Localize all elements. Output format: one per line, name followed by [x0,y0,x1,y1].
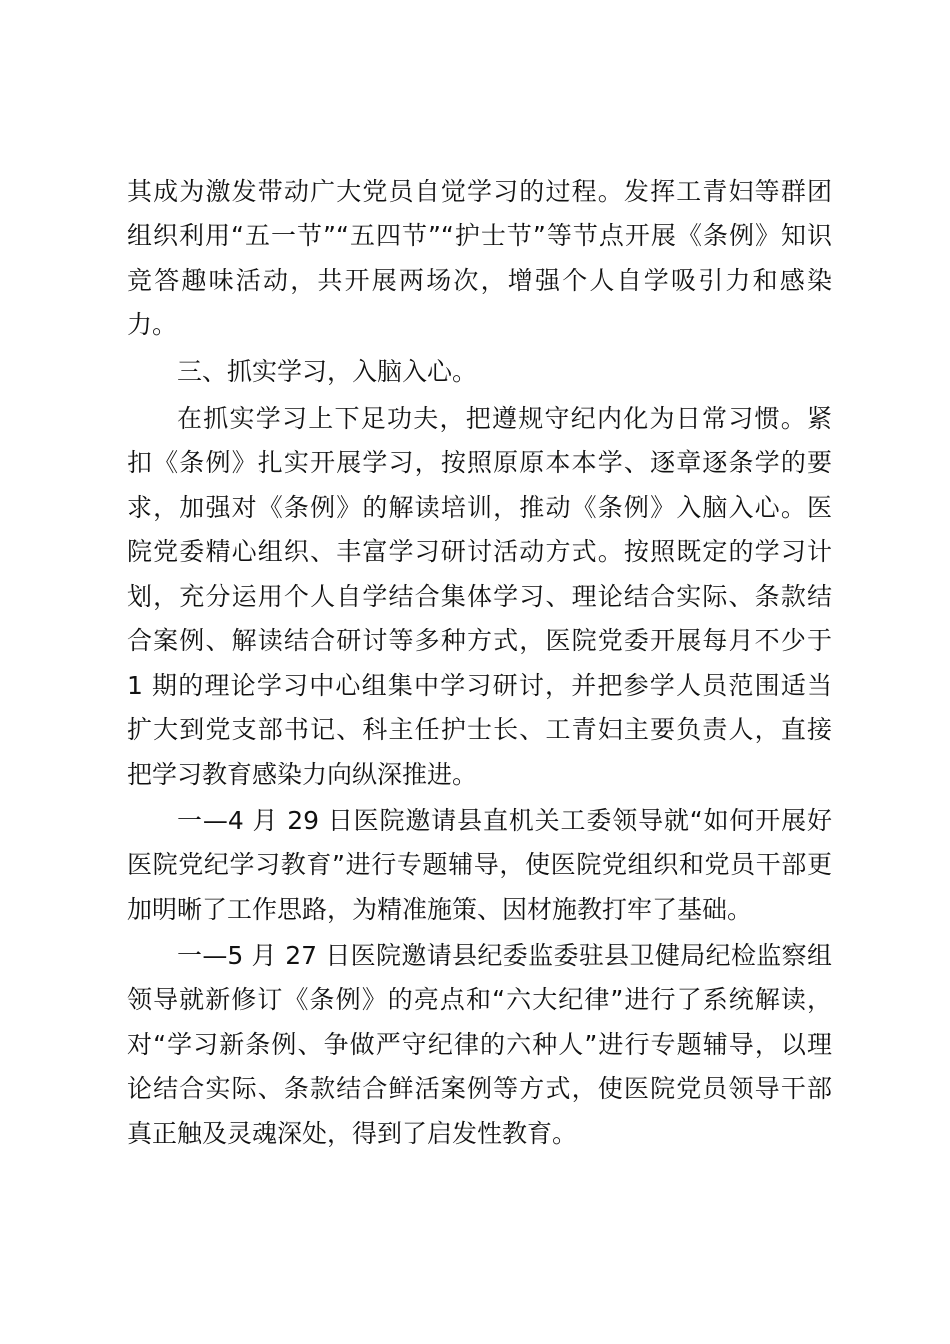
paragraph-2-line-6: 合案例、解读结合研讨等多种方式，医院党委开展每月不少于 [127,626,832,655]
paragraph-4-line-4: 论结合实际、条款结合鲜活案例等方式，使医院党员领导干部 [127,1074,832,1103]
paragraph-1-line-2: 组织利用“五一节”“五四节”“护士节”等节点开展《条例》知识 [127,221,832,250]
paragraph-3-line-2: 医院党纪学习教育”进行专题辅导，使医院党组织和党员干部更 [127,850,832,879]
paragraph-2-line-3: 求，加强对《条例》的解读培训，推动《条例》入脑入心。医 [127,493,832,522]
paragraph-2-line-8: 扩大到党支部书记、科主任护士长、工青妇主要负责人，直接 [127,715,832,744]
paragraph-4-line-1: 一—5 月 27 日医院邀请县纪委监委驻县卫健局纪检监察组 [177,941,832,970]
section-heading: 三、抓实学习，入脑入心。 [177,357,478,386]
paragraph-2-line-5: 划，充分运用个人自学结合集体学习、理论结合实际、条款结 [127,582,832,611]
paragraph-4-line-5: 真正触及灵魂深处，得到了启发性教育。 [127,1119,578,1148]
paragraph-2-line-4: 院党委精心组织、丰富学习研讨活动方式。按照既定的学习计 [127,537,832,566]
paragraph-4-line-3: 对“学习新条例、争做严守纪律的六种人”进行专题辅导，以理 [127,1030,832,1059]
paragraph-4-line-2: 领导就新修订《条例》的亮点和“六大纪律”进行了系统解读， [127,985,832,1014]
paragraph-2-line-9: 把学习教育感染力向纵深推进。 [127,760,478,789]
paragraph-2-line-1: 在抓实学习上下足功夫，把遵规守纪内化为日常习惯。紧 [177,404,832,433]
paragraph-1-line-1: 其成为激发带动广大党员自觉学习的过程。发挥工青妇等群团 [127,177,832,206]
paragraph-3-line-1: 一—4 月 29 日医院邀请县直机关工委领导就“如何开展好 [177,806,832,835]
paragraph-3-line-3: 加明晰了工作思路，为精准施策、因材施教打牢了基础。 [127,895,753,924]
paragraph-2-line-7: 1 期的理论学习中心组集中学习研讨，并把参学人员范围适当 [127,671,832,700]
paragraph-1-line-4: 力。 [127,310,178,339]
paragraph-1-line-3: 竞答趣味活动，共开展两场次，增强个人自学吸引力和感染 [127,266,832,295]
paragraph-2-line-2: 扣《条例》扎实开展学习，按照原原本本学、逐章逐条学的要 [127,448,832,477]
